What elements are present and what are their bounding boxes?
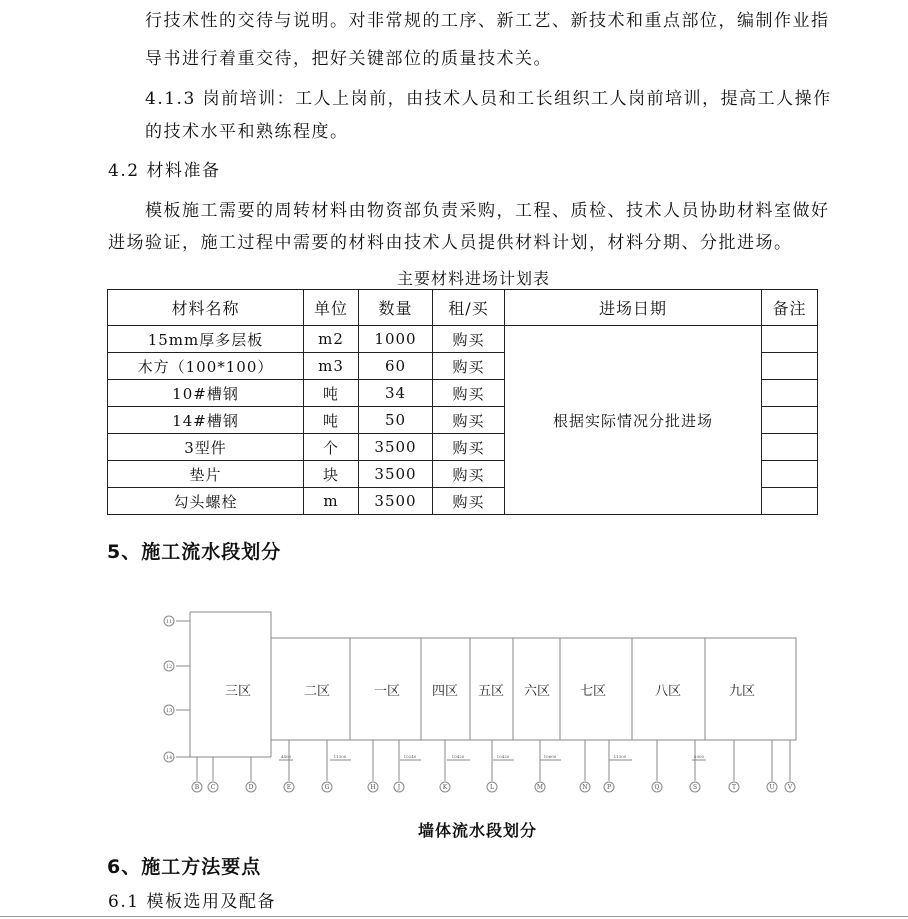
table-row — [108, 326, 818, 353]
col-axis-label: K — [442, 784, 448, 791]
diagram-caption: 墙体流水段划分 — [418, 821, 538, 840]
col-axis-label: S — [692, 784, 698, 791]
row-axis-label: 11 — [165, 619, 173, 625]
row-axis-label: 12 — [165, 664, 173, 670]
section-heading-5: 5、施工流水段划分 — [107, 541, 282, 563]
paragraph-line: 导书进行着重交待，把好关键部位的质量技术关。 — [145, 49, 552, 69]
table-cell: 购买 — [433, 461, 505, 488]
col-axis-label: E — [286, 784, 292, 791]
table-cell: 购买 — [433, 326, 505, 353]
table-cell: 1000 — [359, 326, 433, 353]
flow-section-diagram — [150, 600, 810, 800]
col-axis-label: Q — [654, 784, 660, 791]
paragraph-line: 进场验证，施工过程中需要的材料由技术人员提供材料计划，材料分期、分批进场。 — [108, 233, 793, 253]
col-axis-label: V — [787, 784, 793, 791]
zone-label: 六区 — [523, 684, 551, 699]
date-note-cell: 根据实际情况分批进场 — [505, 326, 762, 515]
paragraph-line: 4.1.3 岗前培训：工人上岗前，由技术人员和工长组织工人岗前培训，提高工人操作 — [145, 89, 832, 109]
zone-label: 五区 — [477, 684, 505, 699]
table-cell: 14#槽钢 — [108, 407, 304, 434]
table-cell — [762, 326, 818, 353]
table-cell: 购买 — [433, 434, 505, 461]
dimension-label: 10240 — [403, 754, 417, 759]
paragraph-line: 模板施工需要的周转材料由物资部负责采购，工程、质检、技术人员协助材料室做好 — [145, 201, 830, 221]
dimension-label: 5900 — [693, 754, 705, 759]
section-heading-6-1: 6.1 模板选用及配备 — [108, 892, 276, 912]
table-cell: 购买 — [433, 380, 505, 407]
row-axis-label: 13 — [165, 708, 173, 714]
table-caption: 主要材料进场计划表 — [397, 269, 551, 288]
table-cell: 购买 — [433, 407, 505, 434]
table-cell: 购买 — [433, 488, 505, 515]
table-cell: 3型件 — [108, 434, 304, 461]
table-cell — [762, 380, 818, 407]
paragraph-line: 行技术性的交待与说明。对非常规的工序、新工艺、新技术和重点部位，编制作业指 — [145, 11, 830, 31]
dimension-label: 11300 — [333, 754, 347, 759]
table-cell: 垫片 — [108, 461, 304, 488]
header-cell: 进场日期 — [505, 290, 762, 326]
paragraph-line: 的技术水平和熟练程度。 — [145, 122, 349, 142]
header-cell: 材料名称 — [108, 290, 304, 326]
table-cell: m3 — [304, 353, 359, 380]
table-cell: 15mm厚多层板 — [108, 326, 304, 353]
zone-label: 二区 — [303, 684, 331, 699]
col-axis-label: D — [248, 784, 254, 791]
dimension-label: 10420 — [496, 754, 510, 759]
table-cell: 块 — [304, 461, 359, 488]
table-cell — [762, 461, 818, 488]
table-cell — [762, 434, 818, 461]
table-cell — [762, 353, 818, 380]
table-cell: 50 — [359, 407, 433, 434]
col-axis-label: N — [582, 784, 588, 791]
table-cell: 吨 — [304, 407, 359, 434]
dimension-label: 10600 — [543, 754, 557, 759]
zone-label: 四区 — [431, 684, 459, 699]
col-axis-label: J — [397, 784, 401, 791]
section-heading-4-2: 4.2 材料准备 — [108, 161, 221, 181]
table-cell — [762, 488, 818, 515]
dimension-label: 11300 — [613, 754, 627, 759]
zone-label: 一区 — [373, 684, 401, 699]
col-axis-label: P — [606, 784, 612, 791]
table-cell: 34 — [359, 380, 433, 407]
zone-label: 八区 — [654, 684, 682, 699]
table-cell: 60 — [359, 353, 433, 380]
header-cell: 数量 — [359, 290, 433, 326]
table-cell: 3500 — [359, 488, 433, 515]
table-header-row — [108, 290, 818, 326]
table-cell: 吨 — [304, 380, 359, 407]
table-cell: 勾头螺栓 — [108, 488, 304, 515]
table-cell: 个 — [304, 434, 359, 461]
table-cell: m2 — [304, 326, 359, 353]
col-axis-label: U — [769, 784, 775, 791]
row-axis-label: 14 — [165, 755, 173, 761]
zone-label: 三区 — [224, 684, 252, 699]
table-cell — [762, 407, 818, 434]
dimension-label: 10420 — [451, 754, 465, 759]
materials-table — [107, 289, 818, 515]
col-axis-label: L — [490, 784, 494, 791]
col-axis-label: T — [731, 784, 737, 791]
zone-label: 九区 — [728, 684, 756, 699]
table-cell: 3500 — [359, 461, 433, 488]
page-bottom-rule — [0, 916, 908, 917]
col-axis-label: C — [210, 784, 216, 791]
header-cell: 租/买 — [433, 290, 505, 326]
table-cell: 10#槽钢 — [108, 380, 304, 407]
table-cell: 3500 — [359, 434, 433, 461]
dimension-label: 4400 — [280, 754, 292, 759]
col-axis-label: H — [370, 784, 376, 791]
zone-label: 七区 — [579, 684, 607, 699]
header-cell: 备注 — [762, 290, 818, 326]
col-axis-label: B — [194, 784, 200, 791]
col-axis-label: G — [324, 784, 330, 791]
section-heading-6: 6、施工方法要点 — [107, 856, 262, 878]
col-axis-label: M — [536, 784, 544, 791]
table-cell: 购买 — [433, 353, 505, 380]
table-cell: 木方（100*100） — [108, 353, 304, 380]
table-cell: m — [304, 488, 359, 515]
header-cell: 单位 — [304, 290, 359, 326]
